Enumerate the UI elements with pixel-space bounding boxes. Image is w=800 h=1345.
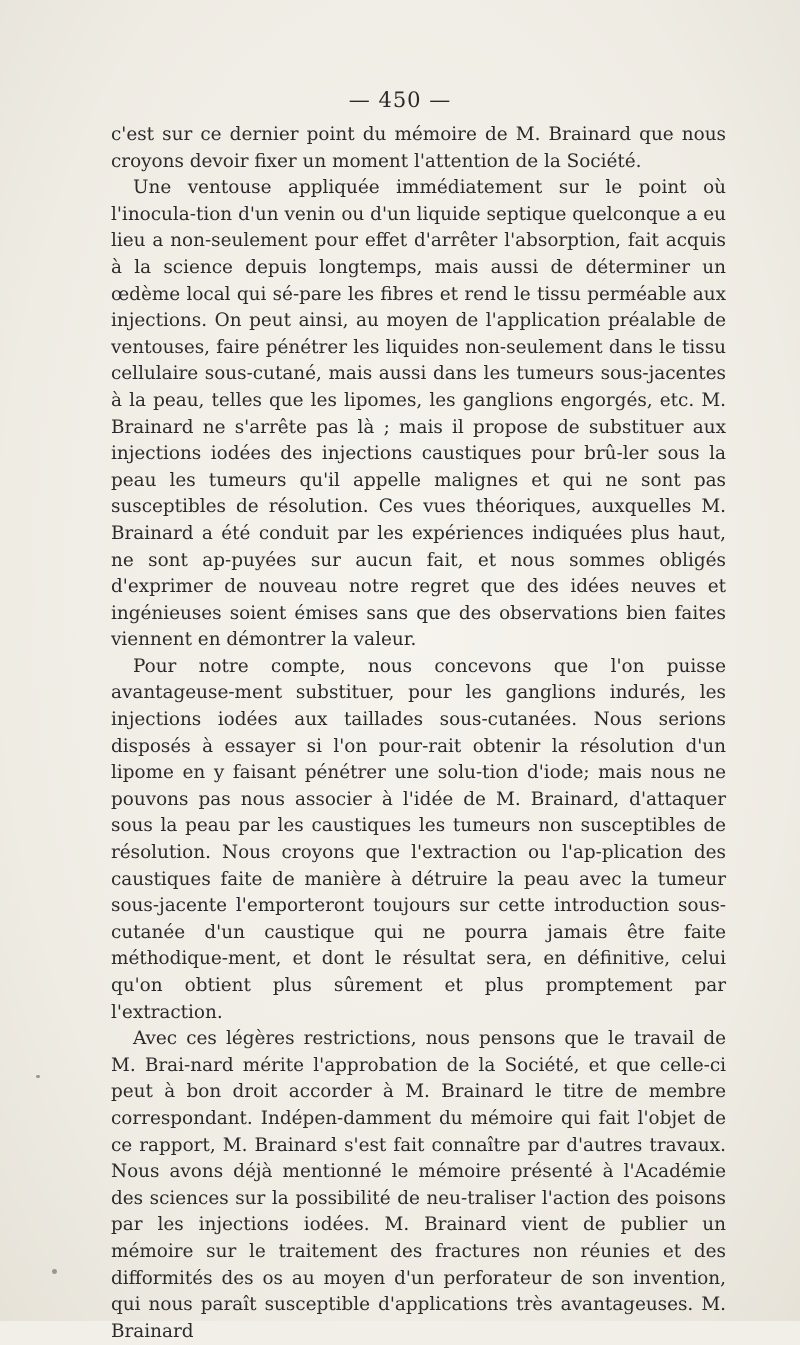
paper-speck [36, 1075, 40, 1078]
paragraph-3: Pour notre compte, nous concevons que l'on puisse avantageuse-ment substituer, pour les ganglions indurés, les injections iodées aux taillades sous-cutanées. Nous serions disposés à essayer si l'on pour-rait obtenir la résolution d'un lipome en y faisant pénétrer une solu-tion d'iode; mais nous ne pouvons pas nous associer à l'idée de M. Brainard, d'attaquer sous la peau par les caustiques les tumeurs non susceptibles de résolution. Nous croyons que l'extraction ou l'ap-plication des caustiques faite de manière à détruire la peau avec la tumeur sous-jacente l'emporteront toujours sur cette introduction sous-cutanée d'un caustique qui ne pourra jamais être faite méthodique-ment, et dont le résultat sera, en définitive, celui qu'on obtient plus sûrement et plus promptement par l'extraction. [111, 655, 726, 1023]
paragraph-2: Une ventouse appliquée immédiatement sur le point où l'inocula-tion d'un venin ou d'un liquide septique quelconque a eu lieu a non-seulement pour effet d'arrêter l'absorption, fait acquis à la science depuis longtemps, mais aussi de déterminer un œdème local qui sé-pare les fibres et rend le tissu perméable aux injections. On peut ainsi, au moyen de l'application préalable de ventouses, faire pénétrer les liquides non-seulement dans le tissu cellulaire sous-cutané, mais aussi dans les tumeurs sous-jacentes à la peau, telles que les lipomes, les ganglions engorgés, etc. M. Brainard ne s'arrête pas là ; mais il propose de substituer aux injections iodées des injections caustiques pour brû-ler sous la peau les tumeurs qu'il appelle malignes et qui ne sont pas susceptibles de résolution. Ces vues théoriques, auxquelles M. Brainard a été conduit par les expériences indiquées plus haut, ne sont ap-puyées sur aucun fait, et nous sommes obligés d'exprimer de nouveau notre regret que des idées neuves et ingénieuses soient émises sans que des observations bien faites viennent en démontrer la valeur. [111, 177, 726, 651]
paper-speck [52, 1269, 57, 1274]
page-number: — 450 — [348, 88, 452, 112]
paragraph-4: Avec ces légères restrictions, nous pensons que le travail de M. Brai-nard mérite l'approbation de la Société, et que celle-ci peut à bon droit accorder à M. Brainard le titre de membre correspondant. Indépen-damment du mémoire qui fait l'objet de ce rapport, M. Brainard s'est fait connaître par d'autres travaux. Nous avons déjà mentionné le mémoire présenté à l'Académie des sciences sur la possibilité de neu-traliser l'action des poisons par les injections iodées. M. Brainard vient de publier un mémoire sur le traitement des fractures non réunies et des difformités des os au moyen d'un perforateur de son invention, qui nous paraît susceptible d'applications très avantageuses. M. Brainard [111, 1028, 726, 1342]
paragraph-1: c'est sur ce dernier point du mémoire de M. Brainard que nous croyons devoir fixer un moment l'attention de la Société. [111, 124, 726, 172]
body-text [111, 122, 726, 1345]
